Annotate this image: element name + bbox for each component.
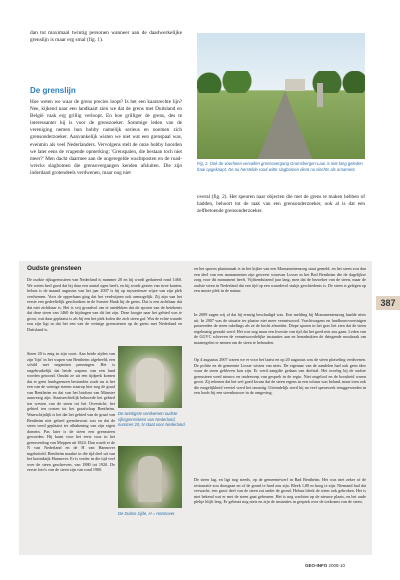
intro-text: dan tot maximaal twintig personen wanneer aan de daadwerkelijke grenslijn is maar erg smal (fig. 1).	[30, 30, 182, 44]
footer	[305, 563, 345, 568]
stone-shape	[136, 358, 164, 402]
box-right-col-2: In 2009 zagen wij al dat hij ernstig beschadigd was. Een melding bij Monumentenzorg haalde niets uit. In 2007 was de situatie ter plaatse niet meer verantwoord. Vrachtwagens en landbouwvoertuigen passeerden de steen rakelings als ze de bocht afsneden. Diepe sporen in het gras liet zien dat de steen regelmatig geraakt werd. Het was nog maar een kwestie van tijd dat het goed mis zou gaan. Leden van de GGVC schreven de verantwoordelijke instanties aan en benadrukten de dringende noodzaak om maatregelen te nemen om de steen te behouden.	[194, 312, 366, 345]
footer-journal: GEO-INFO	[305, 563, 328, 568]
footer-issue: 2008-10	[328, 563, 346, 568]
grenslijn-body: Hoe weten we waar de grens precies loopt? Is het een kaarsrechte lijn? Nee, kijkend naar een landkaart zien we dat de grens met Duitsland en België vaak erg grillig verloopt. En hoe grilliger de grens, des te interessanter hij is voor de grenszoeker. Sommige leden van de vereniging nemen hun hobby namelijk serieus en noemen zich grensonderzoeker. Aanvankelijk wisten we niet wat een grenspaal was, evenmin als veel Nederlanders. Vervolgens stelt de onze hobby hoorden we later eens de vragende opmerking: 'Grenspalen, die bestaan toch niet meer?' Men dacht daarmee aan de ongeregelde wachtposten en de road-wrecks slagbomen die grensovergangen kenden afsluiten. Die zijn inderdaad grotendeels verdwenen, maar nog niet	[30, 99, 182, 176]
barrier-post	[317, 83, 323, 107]
grenslijn-continued: overal (fig. 2). Het speuren naar objecten die met de grens te maken hebben of hadden, behoort tot de taak van een grensonderzoeker, ook al is dat een zelfbetoende grensonderzoeker.	[197, 194, 365, 215]
page-number: 387	[376, 296, 400, 310]
trees	[197, 71, 365, 93]
section-heading-grenslijn: De grenslijn	[30, 86, 76, 95]
figure4-caption: De Duitse zijde, H = Hannover.	[118, 511, 176, 516]
box-right-col-4: De steen lag, en ligt nog steeds, op de gemeentewerf in Bad Bentheim. Het was niet zeker of de restauratie zou doorgaan en of de grond te hard zou zijn. Bleek 1,80 m hoog te zijn. Niemand had dat verwacht; een groot deel van de steen zat onder de grond. Helaas bleek de steen ook gebroken. Het is niet bekend wat er met de steen gaat gebeuren. Het is nog wachten op de nieuwe plaats, en het oude plekje blijft leeg. Er gebeurt nog niets en zijn de instanties in gesprek over de toekomst van de steen.	[194, 477, 366, 505]
figure2-caption: Fig. 2. Ook de voorheen vervallen grensovergang Gramsbergen-Laar is niet lang geleden fraai opgeknapt. De nu herstelde rood-witte slagbomen dient nu slechts als ornament.	[197, 161, 363, 172]
box-right-col-1: en het sporen plaatsmaak is in het kijker van een Monumentenzorg staat gemeld, en het steen zou dan een deel van een monumenten zijn geweest waarvan Losser in het Bed Bentheim die de dagelijkse zorg voor dit monument heeft. Vijftienduizend jaar lang, men dat de bezoeker van de steen, maar de oudste steen in Nederland dat een tijd op een waardevol stukje geschiedenis is. De steen is gelegen op een mooie plek in de natuur.	[194, 266, 366, 294]
box-left-col-2: Steen 20 is enig in zijn soort. Aan beide zijden van zijn 'lijst' in het wapen van Bentheim afgebeeld, een schild met negentien penningen. Het is ongebruikelijk dat beide wapens van een land worden getoond. Omdat ze uit een tijdperk komen dat er geen landsgrenzen bestonden zoals nu is het een van de weinige stenen waarop hier nog de graaf van Bentheim en dat van het bisdom van Münster aanwezig zijn. Staatsrechtelijk behoorde het gebied ten westen van de steen tot het Oversticht, het gebied ten oosten tot het graafschap Bentheim. Waarschijnlijk is het dat het gebied van de graaf van Bentheim niet geheel grensbewust was en dat de steen werd geplaatst ter afbakening van zijn eigen domein. Pas later is de steen een grenssteen geworden. Hij komt voor het eerst voor in het grensverdrag van Meppen uit 1824. Dan wordt er de N van Nederland en de H van Hannover ingebeiteld. Bentheim maakte in die tijd deel uit van het koninkrijk Hannover. Er is verder in die tijd veel over de steen geschreven, van 1880 tot 1920. De eerste foto's van de steen zijn van rond 1900.	[27, 351, 115, 473]
stone-shape	[138, 456, 162, 502]
road	[257, 91, 313, 159]
box-title: Oudste grensteen	[27, 265, 82, 272]
figure3-caption: De twintigste verdwenen oudste rijksgrenssteen van Nederland, nummer 20, N staat voor Nederland.	[118, 411, 186, 428]
box-left-col-1: De oudste rijksgrenssteen van Nederland is nummer 20 en hij wordt gedateerd rond 1460. We weten heel goed dat hij daar een aantal ogen heeft, en hij wordt gezien van twee kanten, helaas is de maand augustus van het jaar 2007 is hij op mysterieuze wijze van zijn plek verdwenen. Voor de opperhaan ging dat het verdwijnen ook onmogelijk. Zij zijn van het eerste een gedeeltelijk geschonken in de Soester Hank bij de grens. Dat is een zichtbaar dat dat niet zichtbaar is. Het is vrij grondvol om te ontdekken dat de sporen van de betekenis dat deze steen van 1460 de bijdragen van dit het zijn. Deze hoogte naar het gebied was te groot, wat daar geplaatst is als bij een het plek kolen die zich steen gaf. Wat de echte waarde zou zijn ligt in dat het een van de weinige grensstenen op de grens met Nederland en Duitsland is.	[27, 277, 182, 332]
boundary-stone-photo-de	[118, 446, 182, 508]
box-right-col-3: Op 4 augustus 2007 waren we er voor het laatst en op 20 augustus was de steen plotseling verdwenen. De politie en de gemeente Losser wisten van niets. De eigenaar van de aandelen had ook geen idee waar de steen gebleven kon zijn. Er werd aangifte gedaan van diefstal. Het overleg bij de oudste grenssteen werd nieuws en onderwerp van gesprek in de regio. Niet ongeloof en de boosheid waren groot. Zij rekenen dat het wel goed kwam dat de steen ergens in een schuur was beland, maar toen ook die mogelijkheid verviel werd het onrustig. Uiteindelijk werd hij na veel speurwerk teruggevonden in een loods bij een steenhouwer in de omgeving.	[194, 357, 366, 396]
house	[285, 79, 305, 91]
boundary-stone-photo-nl	[118, 346, 182, 408]
border-crossing-photo	[197, 33, 365, 159]
